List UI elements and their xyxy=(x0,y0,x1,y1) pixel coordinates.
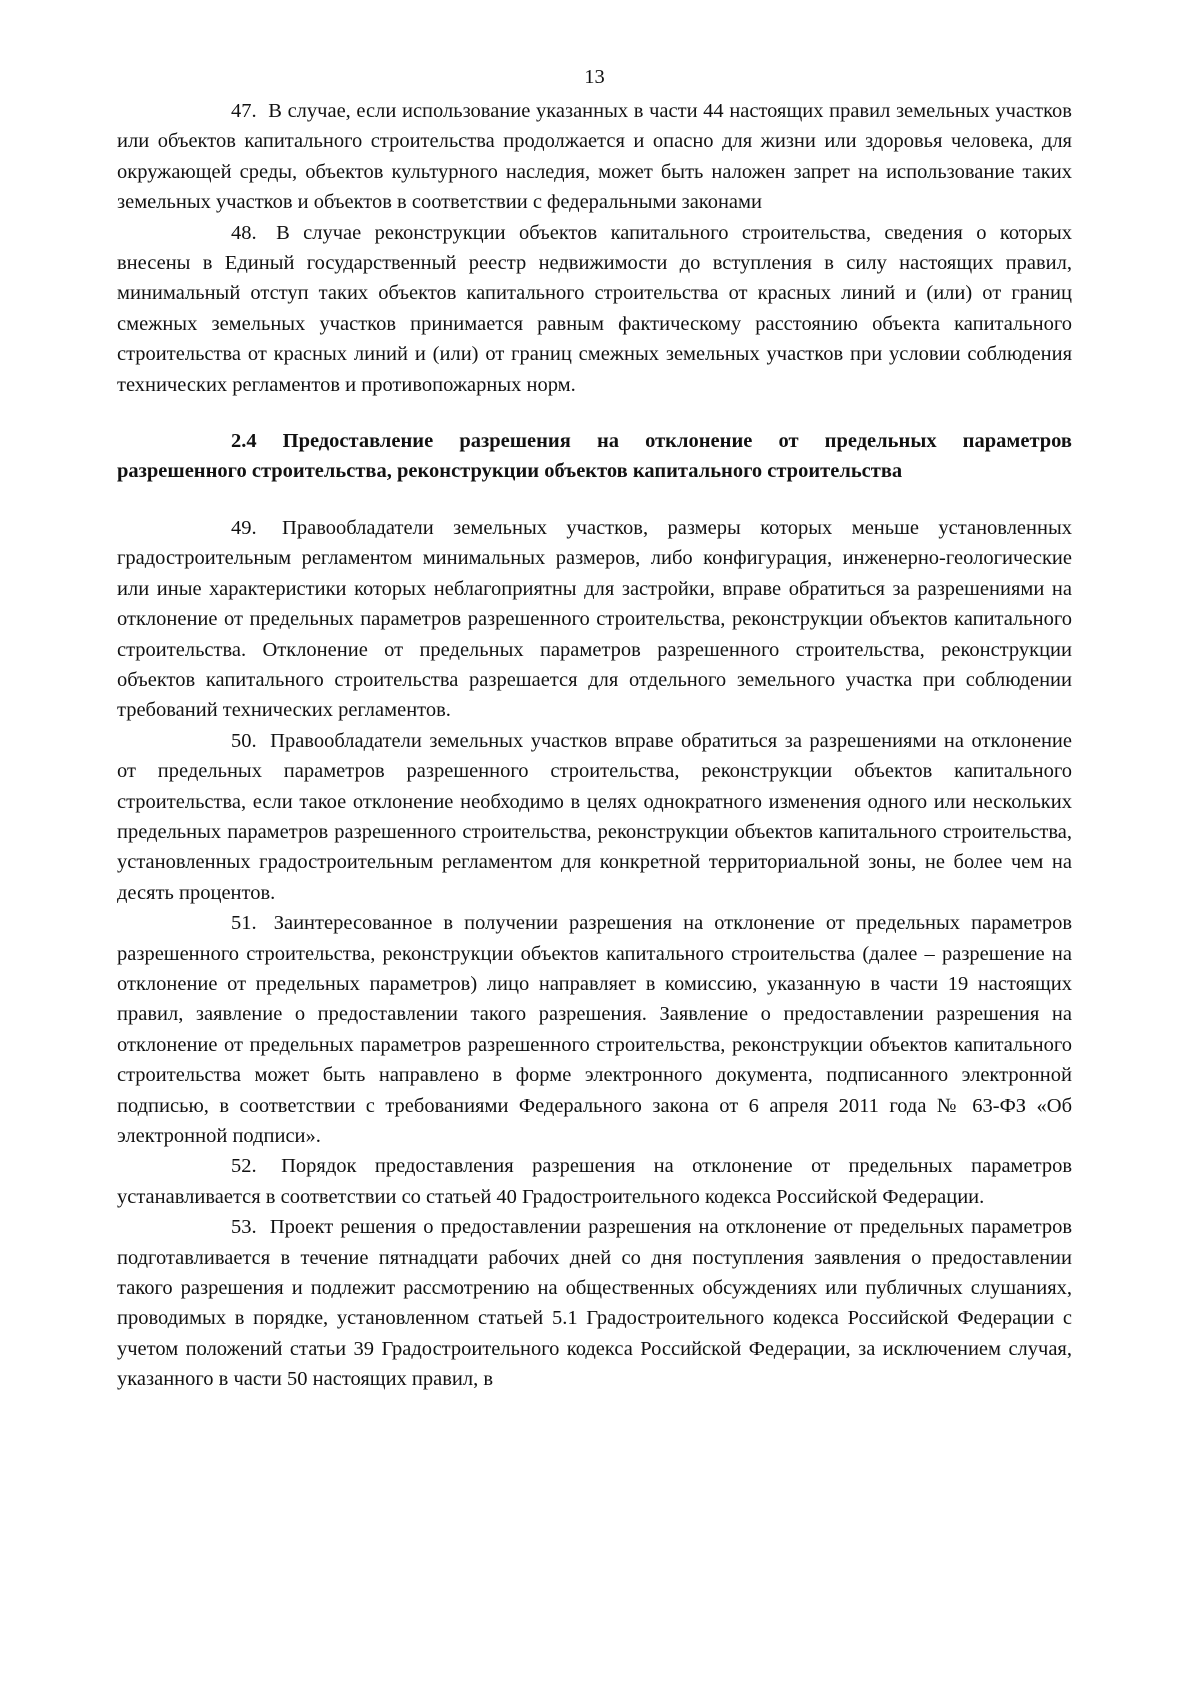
paragraph-number: 48. xyxy=(231,221,257,244)
paragraph-number: 52. xyxy=(231,1155,257,1178)
paragraph-text: Порядок предоставления разрешения на отклонение от предельных параметров устанавливается в соответствии со статьей 40 Градостроительного кодекса Российской Федерации. xyxy=(117,1155,1072,1208)
paragraph-number: 51. xyxy=(231,912,257,935)
paragraph-number: 53. xyxy=(231,1216,257,1239)
paragraph-47 xyxy=(117,96,1072,218)
paragraph-text: В случае, если использование указанных в части 44 настоящих правил земельных участков или объектов капитального строительства продолжается и опасно для жизни или здоровья человека, для окружающей среды, объектов культурного наследия, может быть наложен запрет на использование таких земельных участков и объектов в соответствии с федеральными законами xyxy=(117,100,1072,214)
section-title: Предоставление разрешения на отклонение от предельных параметров разрешенного строительства, реконструкции объектов капитального строительства xyxy=(117,430,1072,483)
paragraph-number: 49. xyxy=(231,516,257,539)
paragraph-50 xyxy=(117,726,1072,908)
paragraph-53 xyxy=(117,1212,1072,1394)
paragraph-text: Правообладатели земельных участков вправе обратиться за разрешениями на отклонение от предельных параметров разрешенного строительства, реконструкции объектов капитального строительства, если такое отклонение необходимо в целях однократного изменения одного или нескольких предельных параметров разрешенного строительства, реконструкции объектов капитального строительства, установленных градостроительным регламентом для конкретной территориальной зоны, не более чем на десять процентов. xyxy=(117,729,1072,904)
page-number: 13 xyxy=(584,66,605,88)
paragraph-51 xyxy=(117,908,1072,1151)
document-page xyxy=(117,62,1072,1395)
paragraph-49 xyxy=(117,513,1072,726)
paragraph-text: Проект решения о предоставлении разрешения на отклонение от предельных параметров подготавливается в течение пятнадцати рабочих дней со дня поступления заявления о предоставлении такого разрешения и подлежит рассмотрению на общественных обсуждениях или публичных слушаниях, проводимых в порядке, установленном статьей 5.1 Градостроительного кодекса Российской Федерации с учетом положений статьи 39 Градостроительного кодекса Российской Федерации, за исключением случая, указанного в части 50 настоящих правил, в xyxy=(117,1216,1072,1391)
paragraph-52 xyxy=(117,1151,1072,1212)
paragraph-text: Заинтересованное в получении разрешения на отклонение от предельных параметров разрешенного строительства, реконструкции объектов капитального строительства (далее – разрешение на отклонение от предельных параметров) лицо направляет в комиссию, указанную в части 19 настоящих правил, заявление о предоставлении такого разрешения. Заявление о предоставлении разрешения на отклонение от предельных параметров разрешенного строительства, реконструкции объектов капитального строительства может быть направлено в форме электронного документа, подписанного электронной подписью, в соответствии с требованиями Федерального закона от 6 апреля 2011 года № 63-ФЗ «Об электронной подписи». xyxy=(117,912,1073,1147)
paragraph-text: Правообладатели земельных участков, размеры которых меньше установленных градостроительным регламентом минимальных размеров, либо конфигурация, инженерно-геологические или иные характеристики которых неблагоприятны для застройки, вправе обратиться за разрешениями на отклонение от предельных параметров разрешенного строительства, реконструкции объектов капитального строительства. Отклонение от предельных параметров разрешенного строительства, реконструкции объектов капитального строительства разрешается для отдельного земельного участка при соблюдении требований технических регламентов. xyxy=(117,516,1072,722)
paragraph-48 xyxy=(117,218,1072,400)
paragraph-number: 50. xyxy=(231,729,257,752)
section-number: 2.4 xyxy=(231,430,257,453)
paragraph-number: 47. xyxy=(231,100,257,122)
section-heading xyxy=(117,426,1072,487)
paragraph-text: В случае реконструкции объектов капитального строительства, сведения о которых внесены в Единый государственный реестр недвижимости до вступления в силу настоящих правил, минимальный отступ таких объектов капитального строительства от красных линий и (или) от границ смежных земельных участков принимается равным фактическому расстоянию объекта капитального строительства от красных линий и (или) от границ смежных земельных участков при условии соблюдения технических регламентов и противопожарных норм. xyxy=(117,221,1073,396)
